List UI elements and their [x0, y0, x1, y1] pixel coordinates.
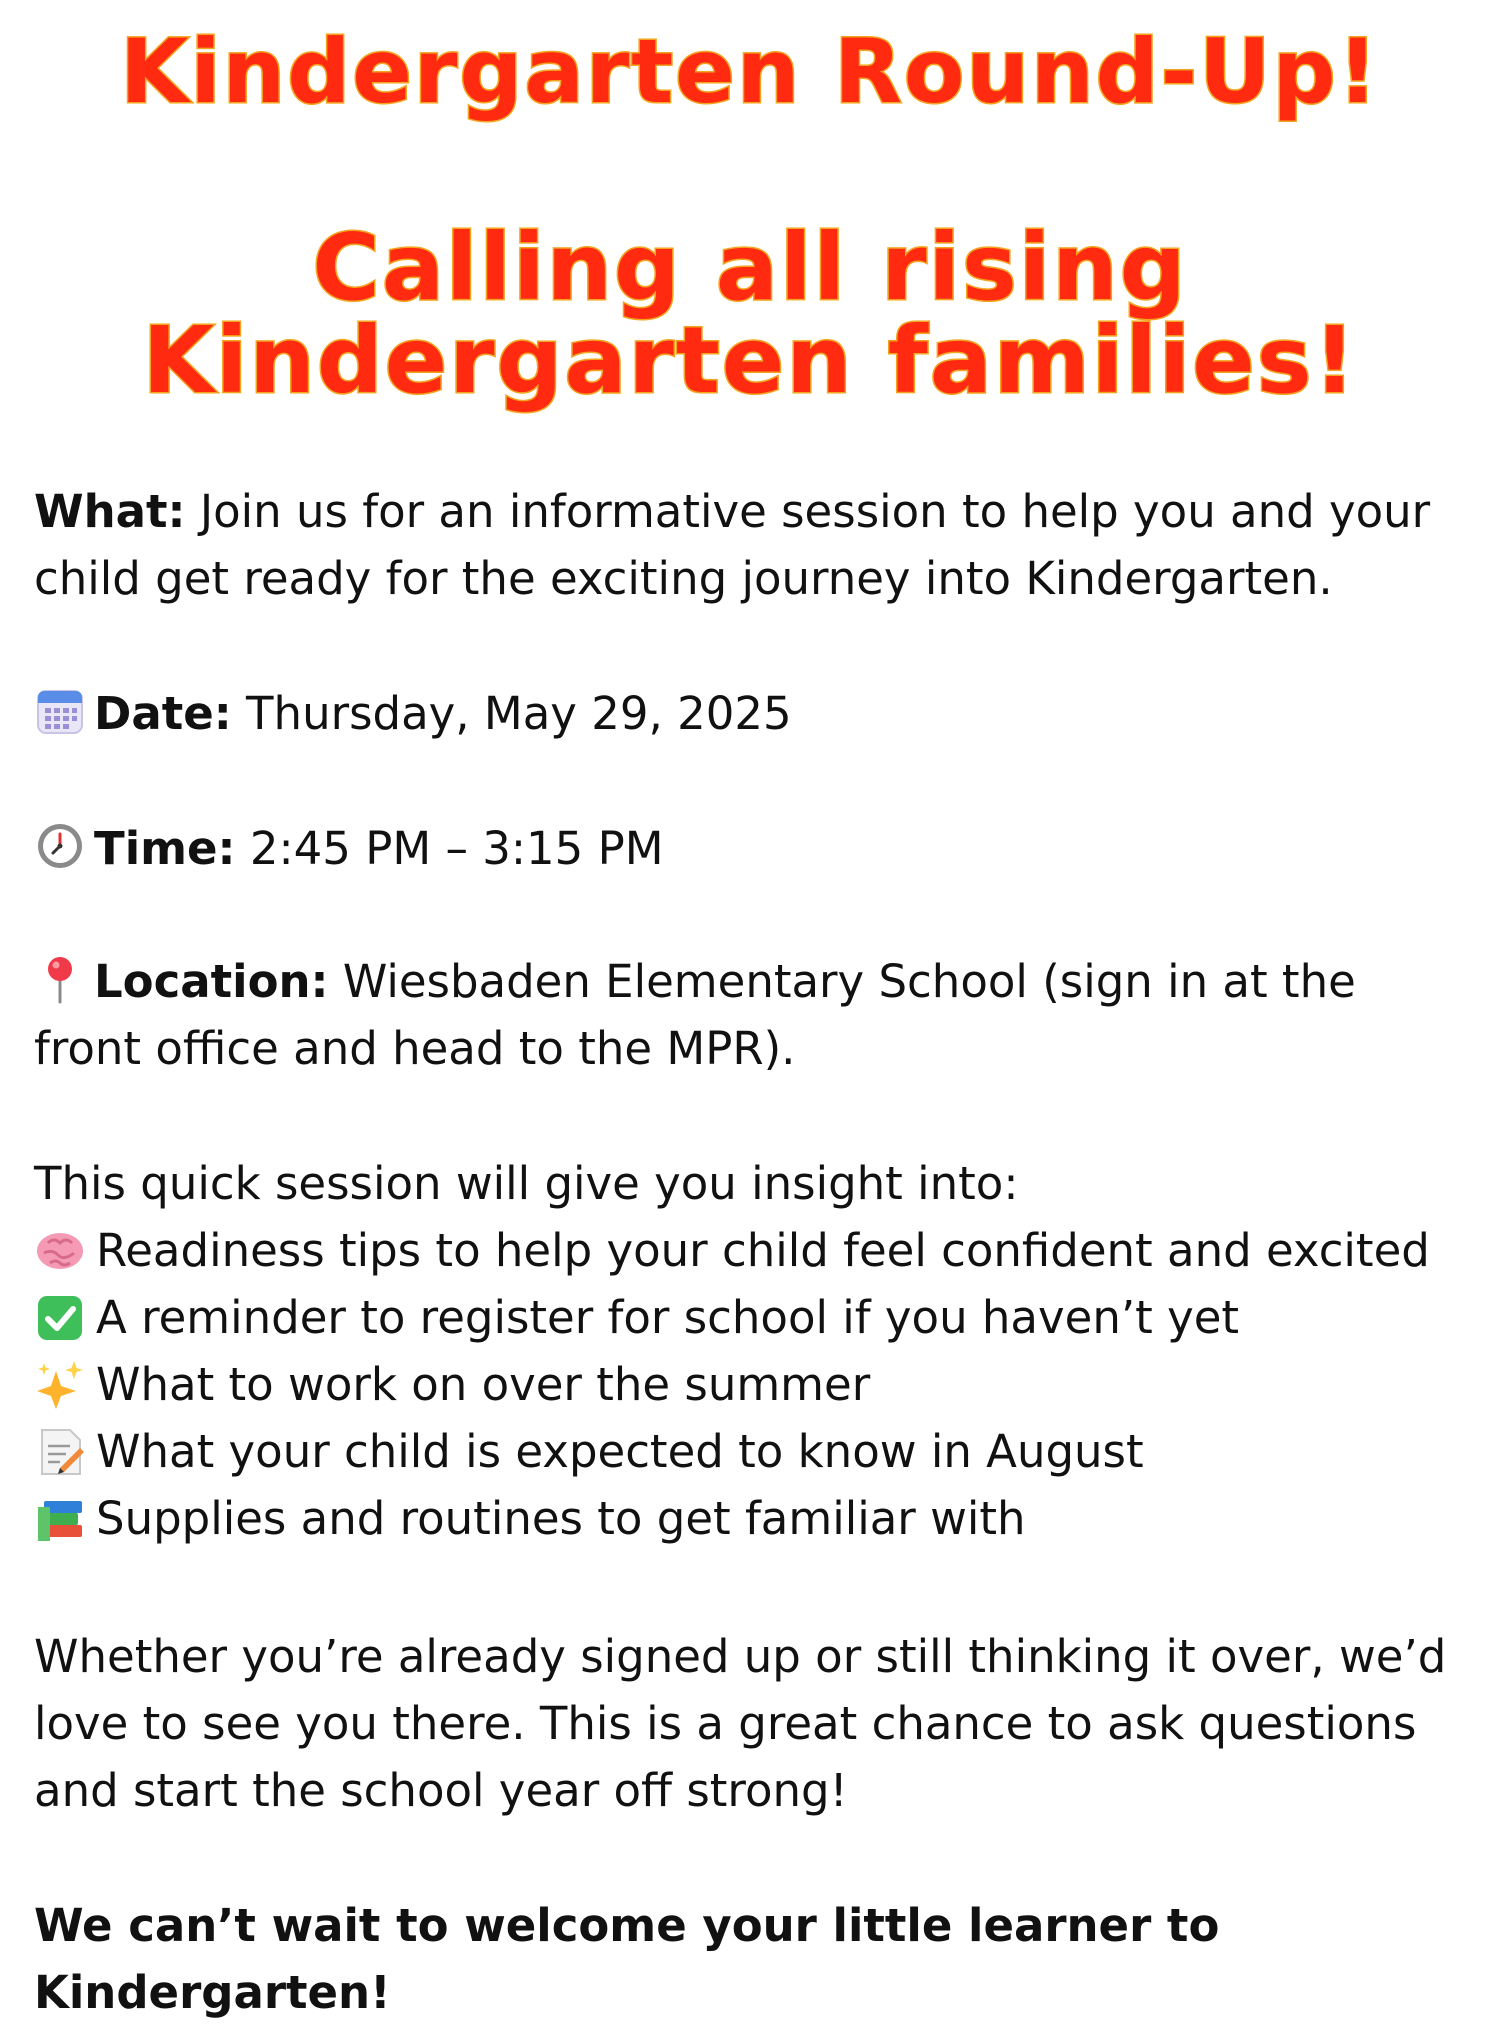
location-label: Location: [94, 955, 329, 1008]
list-item [34, 1351, 1474, 1418]
what-paragraph [34, 478, 1474, 612]
closing-line: We can’t wait to welcome your little learner to Kindergarten! [34, 1899, 1220, 2019]
location-paragraph [34, 948, 1474, 1082]
books-icon [34, 1493, 86, 1545]
list-item [34, 1217, 1474, 1284]
what-label: What: [34, 485, 186, 538]
calendar-icon [34, 685, 86, 737]
what-text: Join us for an informative session to help you and your child get ready for the exciting journey into Kindergarten. [34, 485, 1431, 605]
insight-list [34, 1217, 1474, 1552]
clock-icon [34, 820, 86, 872]
date-line [34, 680, 1474, 747]
date-text: Thursday, May 29, 2025 [231, 687, 792, 740]
subheadline-line-1: Calling all rising [312, 214, 1188, 321]
brain-icon [34, 1225, 86, 1277]
location-text: Wiesbaden Elementary School (sign in at the front office and head to the MPR). [34, 955, 1356, 1075]
list-item-text: A reminder to register for school if you haven’t yet [96, 1291, 1240, 1344]
insight-intro: This quick session will give you insight into: [34, 1157, 1019, 1210]
list-item-text: What your child is expected to know in August [96, 1425, 1144, 1478]
list-item [34, 1485, 1474, 1552]
time-line [34, 815, 1474, 882]
pin-icon [34, 953, 86, 1005]
list-item-text: Supplies and routines to get familiar with [96, 1492, 1026, 1545]
sparkles-icon [34, 1359, 86, 1411]
time-text: 2:45 PM – 3:15 PM [235, 822, 664, 875]
list-item-text: What to work on over the summer [96, 1358, 871, 1411]
memo-icon [34, 1426, 86, 1478]
list-item [34, 1284, 1474, 1351]
subheadline-line-2: Kindergarten families! [142, 307, 1358, 414]
list-item-text: Readiness tips to help your child feel confident and excited [96, 1224, 1430, 1277]
list-item [34, 1418, 1474, 1485]
date-label: Date: [94, 687, 232, 740]
time-label: Time: [94, 822, 236, 875]
whether-paragraph: Whether you’re already signed up or still thinking it over, we’d love to see you there. This is a great chance to ask questions and start the school year off strong! [34, 1630, 1447, 1817]
headline-title: Kindergarten Round-Up! [120, 20, 1380, 123]
checkmark-icon [34, 1292, 86, 1344]
